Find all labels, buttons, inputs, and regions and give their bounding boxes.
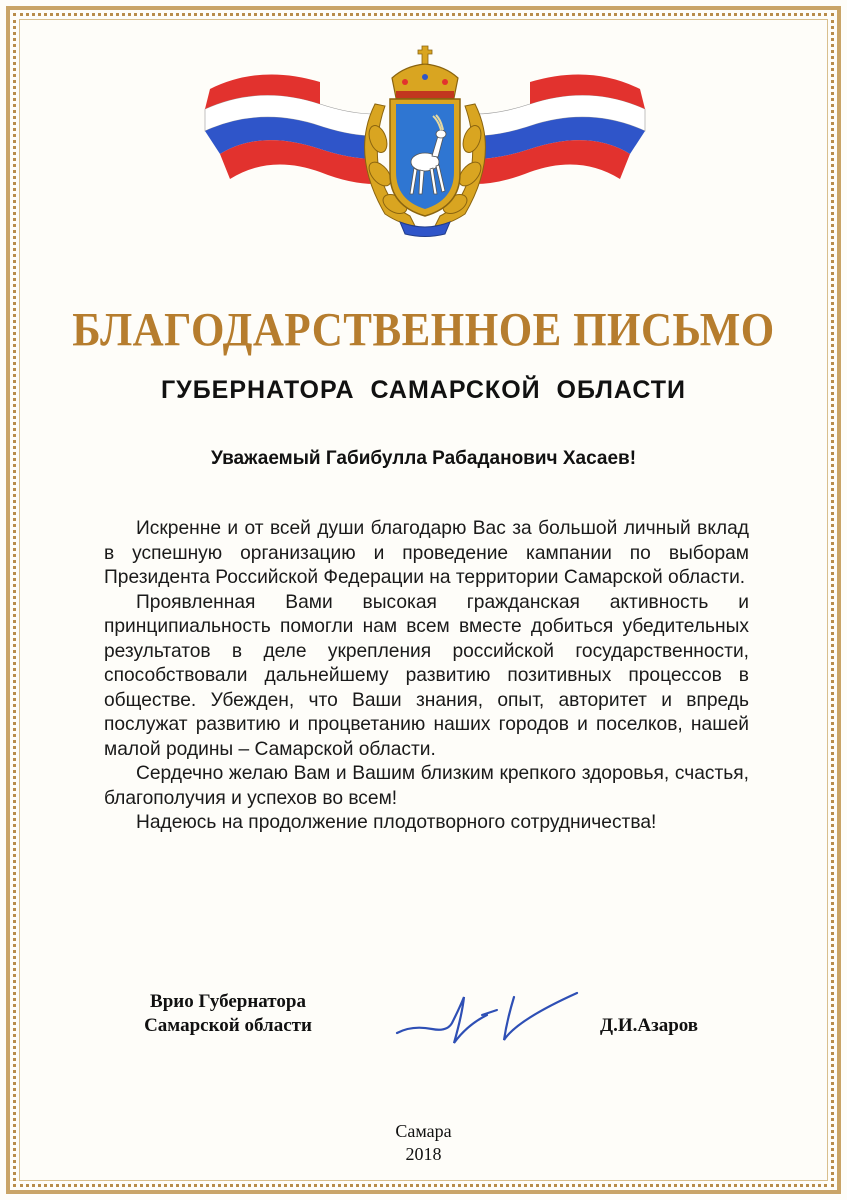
signature-mark	[392, 985, 582, 1055]
flag-ribbon-left	[205, 74, 375, 184]
signer-title-line: Самарской области	[144, 1015, 312, 1036]
salutation: Уважаемый Габибулла Рабаданович Хасаев!	[210, 448, 637, 469]
signer-title	[128, 990, 328, 1038]
signer-name: Д.И.Азаров	[600, 1015, 699, 1036]
paragraph: Искренне и от всей души благодарю Вас за большой личный вклад в успешную организацию и проведение кампании по выборам Президента Российской Федерации на территории Самарской области.	[104, 518, 749, 588]
signer-title-line: Врио Губернатора	[150, 991, 306, 1012]
paragraph: Проявленная Вами высокая гражданская активность и принципиальность помогли нам всем вместе добиться убедительных результатов в деле укрепления российской государственности, способствовали дальнейшему развитию позитивных процессов в обществе. Убежден, что Ваши знания, опыт, авторитет и впредь послужат развитию и процветанию наших городов и поселков, нашей малой родины – Самарской области.	[104, 591, 749, 760]
letter-body	[104, 517, 749, 836]
paragraph: Надеюсь на продолжение плодотворного сотрудничества!	[136, 812, 657, 833]
year: 2018	[405, 1144, 442, 1164]
flag-ribbon-right	[475, 74, 645, 184]
document-subtitle: ГУБЕРНАТОРА САМАРСКОЙ ОБЛАСТИ	[160, 376, 686, 404]
place-and-date	[0, 1120, 847, 1166]
coat-of-arms-icon	[200, 44, 650, 239]
document-title: БЛАГОДАРСТВЕННОЕ ПИСЬМО	[72, 304, 775, 357]
city: Самара	[395, 1121, 452, 1141]
shield	[390, 99, 460, 216]
crown-icon	[392, 46, 458, 98]
paragraph: Сердечно желаю Вам и Вашим близким крепкого здоровья, счастья, благополучия и успехов во всем!	[104, 763, 749, 809]
